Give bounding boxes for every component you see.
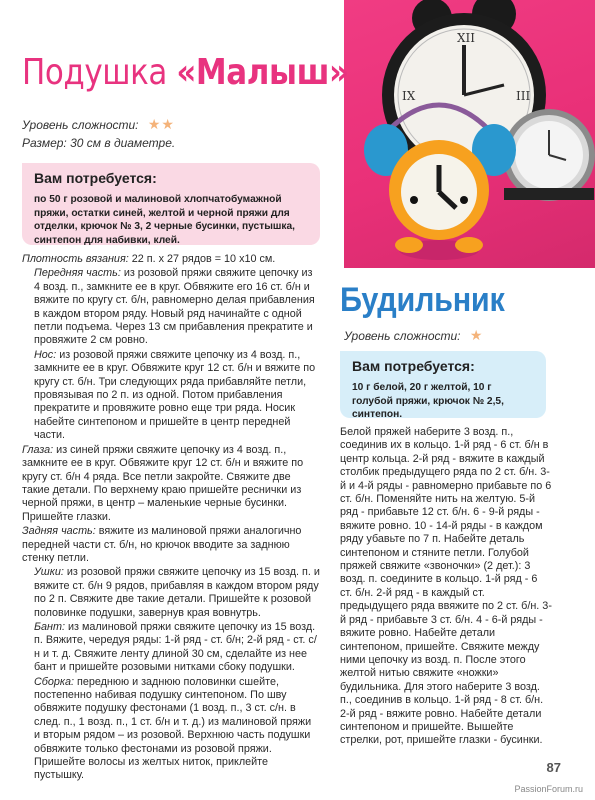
instruction-paragraph	[22, 444, 320, 524]
instruction-paragraph	[22, 676, 320, 783]
instruction-label: Ушки:	[34, 566, 64, 579]
instruction-text: из малиновой пряжи свяжите цепочку из 15 возд. п. Вяжите, чередуя ряды: 1-й ряд - ст. б/н; 2-й ряд - ст. с/н и т. д. Свяжите ленту длиной 30 см, сделайте из нее бант и пришейте розовыми нитками сбоку подушки.	[34, 620, 317, 674]
instruction-text: из розовой пряжи свяжите цепочку из 15 возд. п. и вяжите ст. б/н 9 рядов, прибавляя в каждом втором ряду по 2 п. Свяжите две такие детали. Пришейте к розовой половинке подушки, завернув края вовнутрь.	[34, 566, 320, 619]
pillow-difficulty	[22, 116, 175, 133]
instruction-paragraph	[22, 253, 320, 266]
pillow-difficulty-stars-icon: ★★	[147, 116, 175, 132]
instruction-text: из синей пряжи свяжите цепочку из 4 возд. п., замкните ее в круг. Обвяжите круг 12 ст. б/н и вяжите по кругу ст. б/н 4 ряда. Все петли закройте. Свяжите две такие детали. По верхнему краю пришейте реснички из черной пряжи, в центр – маленькие черные бусинки. Пришейте глазки.	[22, 443, 304, 523]
pillow-size: Размер: 30 см в диаметре.	[22, 136, 176, 150]
instruction-label: Глаза:	[22, 443, 54, 456]
instruction-label: Передняя часть:	[34, 267, 121, 280]
alarm-materials-box	[340, 351, 546, 418]
photo-illustration	[344, 0, 595, 268]
svg-text:III: III	[516, 89, 531, 103]
page-number: 87	[546, 760, 561, 775]
pillow-materials-header: Вам потребуется:	[34, 170, 157, 186]
instruction-label: Нос:	[34, 348, 57, 361]
alarm-difficulty	[344, 327, 483, 344]
instruction-text: вяжите из малиновой пряжи аналогично передней части ст. б/н, но крючок вводите за заднюю стенку петли.	[22, 525, 302, 564]
instruction-paragraph	[22, 525, 320, 565]
alarm-materials-text: 10 г белой, 20 г желтой, 10 г голубой пряжи, крючок № 2,5, синтепон.	[352, 382, 504, 420]
instruction-text: из розовой пряжи свяжите цепочку из 4 возд. п., замкните ее в круг. Обвяжите круг 12 ст. б/н и вяжите по кругу ст. б/н. Три следующих ряда прибавляйте петли, провязывая по 2 п. из одной. Потом прибавления прекратите и провяжите ровно еще три ряда. Носик набейте синтепоном и пришейте в центр передней части.	[34, 348, 316, 442]
instruction-paragraph	[22, 566, 320, 620]
pillow-difficulty-label: Уровень сложности:	[22, 118, 139, 132]
pillow-materials-box	[22, 163, 320, 245]
alarm-materials-header: Вам потребуется:	[352, 358, 475, 374]
svg-text:IX: IX	[402, 89, 416, 103]
pillow-title-name: «Малыш»	[176, 52, 349, 93]
alarm-difficulty-label: Уровень сложности:	[344, 329, 461, 343]
watermark: PassionForum.ru	[514, 784, 583, 794]
pillow-title	[22, 52, 349, 93]
instruction-label: Задняя часть:	[22, 525, 96, 538]
instruction-label: Плотность вязания:	[22, 253, 129, 265]
instruction-text: 22 п. x 27 рядов = 10 x10 см.	[128, 253, 276, 265]
instruction-text: переднюю и заднюю половинки сшейте, постепенно набивая подушку синтепоном. По шву обвяжите подушку фестонами (1 возд. п., 3 ст. с/н. в след. п., 1 возд. п., 1 ст. б/н и т. д.) из малиновой пряжи и вторым рядом – из розовой. Верхнюю часть подушки обвяжите только фестонами из розовой пряжи. Пришейте волосы из желтых ниток, приклейте пустышку.	[34, 675, 312, 782]
svg-text:XII: XII	[457, 31, 476, 45]
alarm-instructions: Белой пряжей наберите 3 возд. п., соединив их в кольцо. 1-й ряд - 6 ст. б/н в центр кольца. 2-й ряд - вяжите в каждый столбик предыдущего ряда по 2 ст. б/н. 3-й и 4-й ряды - равномерно прибавьте по 6 ст. б/н. Поменяйте нить на желтую. 5-й ряд - прибавьте 12 ст. б/н. 6 - 9-й ряды - вяжите ровно. 10 - 14-й ряды - в каждом ряду убавьте по 7 п. Набейте деталь синтепоном и стяните петли. Голубой пряжей свяжите «звоночки» (2 дет.): 3 возд. п. соедините в кольцо. 1-й ряд - 6 ст. б/н. 2-й ряд - в каждый ст. предыдущего ряда ввяжите по 2 ст. б/н. 3-й ряд - прибавьте 3 ст. б/н. 4 - 6-й ряды - вяжите ровно. Набейте детали синтепоном, пришейте. Свяжите между ними цепочку из возд. п. После этого желтой нитью свяжите «ножки» будильника. Для этого наберите 3 возд. п., соединив в кольцо. 1-й ряд - 8 ст. б/н. 2-й ряд - вяжите ровно. Набейте детали синтепоном и пришейте. Вышейте стрелки, рот, пришейте глазки - бусинки.	[340, 426, 552, 747]
instruction-paragraph	[22, 349, 320, 443]
instruction-paragraph	[22, 621, 320, 675]
instruction-text: из розовой пряжи свяжите цепочку из 4 возд. п., замкните ее в круг. Обвяжите его 16 ст. б/н и вяжите по кругу ст. б/н, равномерно делая прибавления в каждом втором ряду. Новый ряд начинайте с одной петли подъема. Через 13 см прибавления прекратите и провяжите 2 см ровно.	[34, 267, 315, 347]
instruction-label: Бант:	[34, 620, 65, 633]
instruction-label: Сборка:	[34, 675, 74, 688]
pillow-materials-text: по 50 г розовой и малиновой хлопчатобумажной пряжи, остатки синей, желтой и черной пряжи для отделки, крючок № 3, 2 черные бусинки, пустышка, синтепон для набивки, клей.	[34, 194, 295, 246]
instruction-paragraph	[22, 267, 320, 347]
pillow-instructions	[22, 253, 320, 784]
alarm-clock-photo	[344, 0, 595, 268]
alarm-clock-title: Будильник	[340, 281, 505, 319]
alarm-difficulty-stars-icon: ★	[469, 327, 484, 343]
pillow-title-prefix: Подушка	[22, 52, 177, 93]
